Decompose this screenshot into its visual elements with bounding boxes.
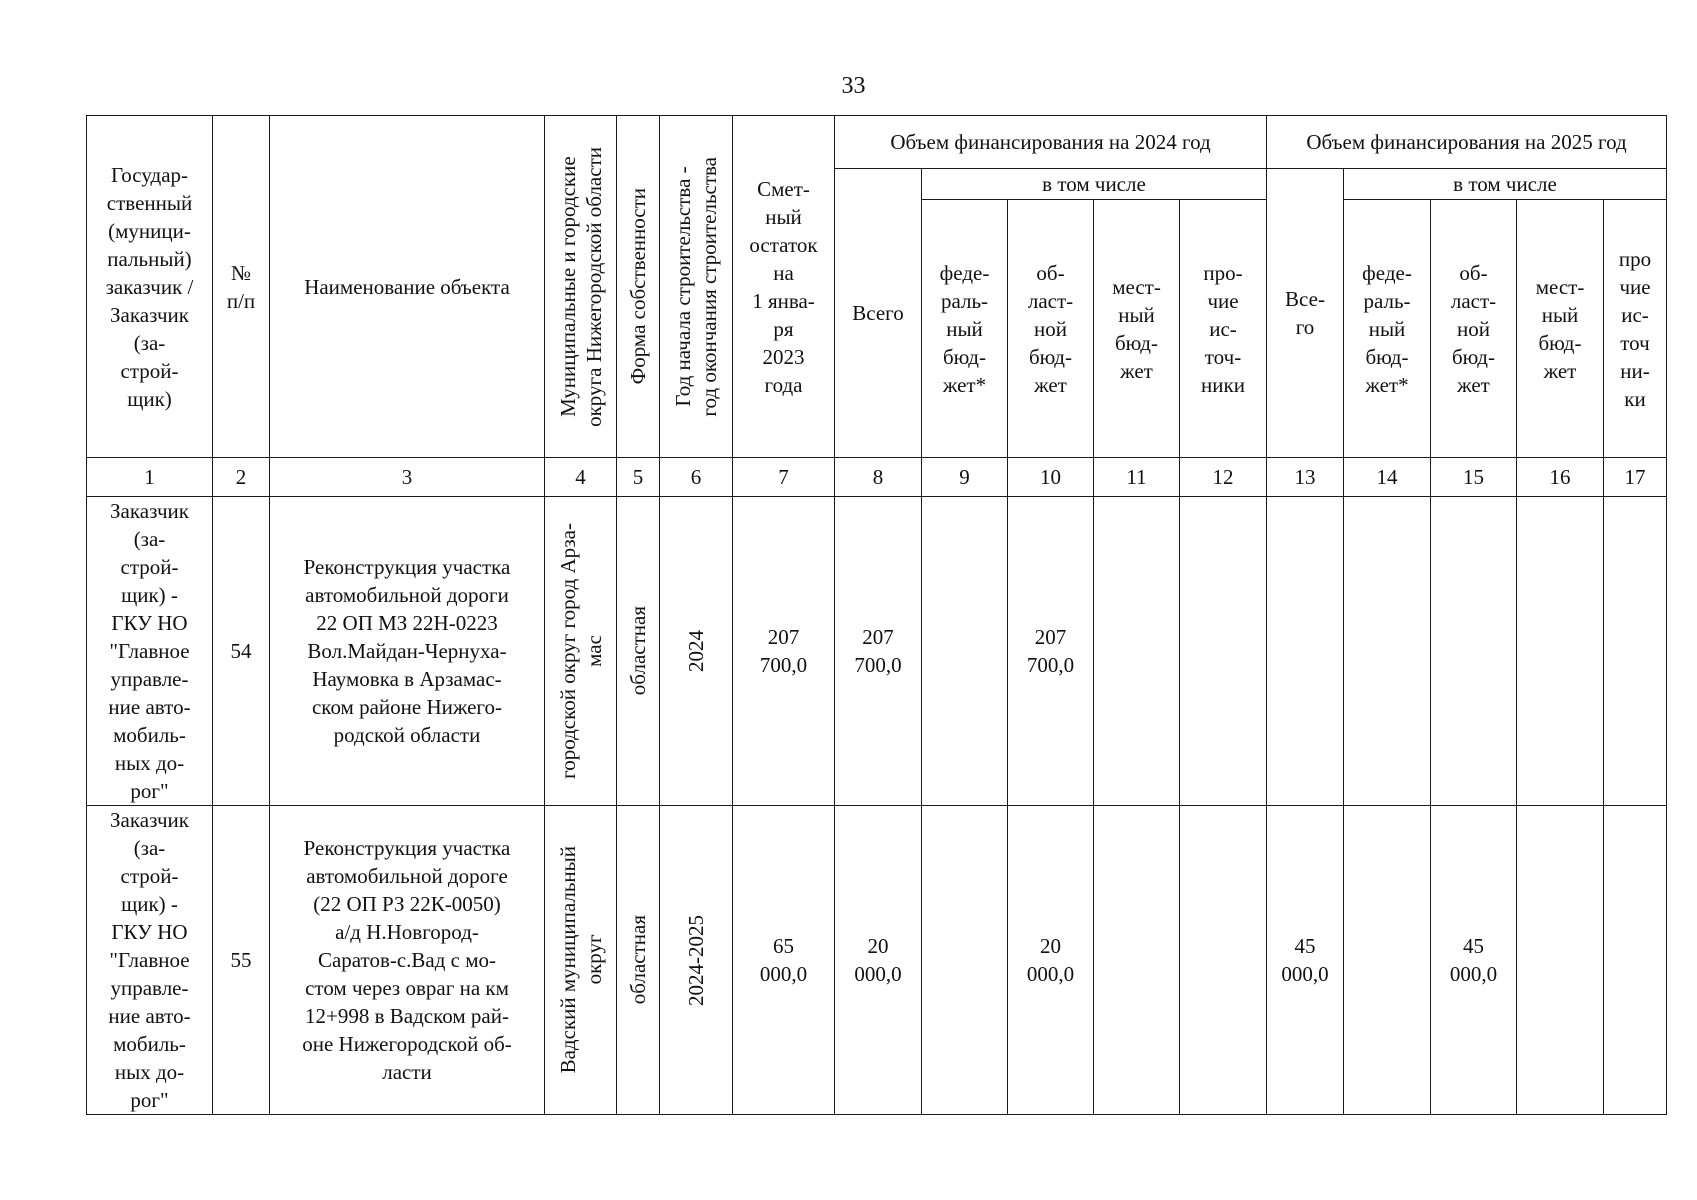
row-regional-2024: 20 000,0 bbox=[1008, 806, 1094, 1115]
column-number: 17 bbox=[1604, 458, 1667, 497]
column-number: 10 bbox=[1008, 458, 1094, 497]
header-number: № п/п bbox=[213, 116, 270, 458]
column-number: 7 bbox=[733, 458, 835, 497]
row-district-text: городской округ город Арза- мас bbox=[555, 523, 606, 779]
header-including-2025: в том числе bbox=[1344, 169, 1667, 200]
row-ownership bbox=[617, 497, 660, 806]
row-years bbox=[660, 497, 733, 806]
header-federal-2025: феде- раль- ный бюд- жет* bbox=[1344, 200, 1431, 458]
header-total-2024: Всего bbox=[835, 169, 922, 458]
header-district bbox=[545, 116, 617, 458]
header-object-name: Наименование объекта bbox=[270, 116, 545, 458]
row-other-2024 bbox=[1180, 497, 1267, 806]
row-object-name: Реконструкция участка автомобильной дороги 22 ОП МЗ 22Н-0223 Вол.Майдан-Чернуха- Наумовка в Арзамас- ском районе Нижего- родской области bbox=[270, 497, 545, 806]
row-customer: Заказчик (за- строй- щик) - ГКУ НО "Главное управле- ние авто- мобиль- ных до- рог" bbox=[87, 497, 213, 806]
header-district-text: Муниципальные и городские округа Нижегородской области bbox=[555, 146, 606, 427]
header-ownership-text: Форма собственности bbox=[626, 188, 650, 385]
row-customer: Заказчик (за- строй- щик) - ГКУ НО "Главное управле- ние авто- мобиль- ных до- рог" bbox=[87, 806, 213, 1115]
table-row bbox=[87, 497, 1667, 806]
row-total-2025 bbox=[1267, 497, 1344, 806]
row-ownership-text: областная bbox=[626, 606, 650, 696]
header-including-2024: в том числе bbox=[922, 169, 1267, 200]
row-years bbox=[660, 806, 733, 1115]
column-number: 11 bbox=[1094, 458, 1180, 497]
header-total-2025: Все- го bbox=[1267, 169, 1344, 458]
row-district bbox=[545, 497, 617, 806]
column-number: 2 bbox=[213, 458, 270, 497]
row-ownership bbox=[617, 806, 660, 1115]
header-years-text: Год начала строительства - год окончания строительства bbox=[671, 156, 721, 417]
row-federal-2024 bbox=[922, 497, 1008, 806]
row-federal-2025 bbox=[1344, 806, 1431, 1115]
header-ownership bbox=[617, 116, 660, 458]
column-number: 16 bbox=[1517, 458, 1604, 497]
row-regional-2025: 45 000,0 bbox=[1431, 806, 1517, 1115]
row-total-2024: 207 700,0 bbox=[835, 497, 922, 806]
header-years bbox=[660, 116, 733, 458]
row-local-2024 bbox=[1094, 497, 1180, 806]
row-object-name: Реконструкция участка автомобильной дороге (22 ОП РЗ 22К-0050) а/д Н.Новгород- Саратов-с.Вад с мо- стом через овраг на км 12+998 в Вадском рай- оне Нижегородской об- ласти bbox=[270, 806, 545, 1115]
header-regional-2025: об- ласт- ной бюд- жет bbox=[1431, 200, 1517, 458]
column-number: 14 bbox=[1344, 458, 1431, 497]
column-number-row bbox=[87, 458, 1667, 497]
row-regional-2025 bbox=[1431, 497, 1517, 806]
column-number: 4 bbox=[545, 458, 617, 497]
row-remainder: 207 700,0 bbox=[733, 497, 835, 806]
row-other-2024 bbox=[1180, 806, 1267, 1115]
header-customer: Государ- ственный (муници- пальный) заказчик / Заказчик (за- строй- щик) bbox=[87, 116, 213, 458]
header-remainder: Смет- ный остаток на 1 янва- ря 2023 года bbox=[733, 116, 835, 458]
column-number: 9 bbox=[922, 458, 1008, 497]
row-number: 54 bbox=[213, 497, 270, 806]
row-district-text: Вадский муниципальный округ bbox=[555, 846, 606, 1074]
column-number: 6 bbox=[660, 458, 733, 497]
row-regional-2024: 207 700,0 bbox=[1008, 497, 1094, 806]
row-local-2025 bbox=[1517, 497, 1604, 806]
row-other-2025 bbox=[1604, 497, 1667, 806]
column-number: 15 bbox=[1431, 458, 1517, 497]
column-number: 3 bbox=[270, 458, 545, 497]
header-row-1 bbox=[87, 116, 1667, 169]
header-local-2025: мест- ный бюд- жет bbox=[1517, 200, 1604, 458]
row-local-2024 bbox=[1094, 806, 1180, 1115]
column-number: 5 bbox=[617, 458, 660, 497]
row-district bbox=[545, 806, 617, 1115]
header-federal-2024: феде- раль- ный бюд- жет* bbox=[922, 200, 1008, 458]
column-number: 1 bbox=[87, 458, 213, 497]
header-other-2025: про чие ис- точ ни- ки bbox=[1604, 200, 1667, 458]
column-number: 12 bbox=[1180, 458, 1267, 497]
row-number: 55 bbox=[213, 806, 270, 1115]
financing-table bbox=[86, 115, 1667, 1115]
row-total-2025: 45 000,0 bbox=[1267, 806, 1344, 1115]
row-years-text: 2024 bbox=[684, 630, 708, 672]
header-financing-2025: Объем финансирования на 2025 год bbox=[1267, 116, 1667, 169]
row-total-2024: 20 000,0 bbox=[835, 806, 922, 1115]
row-remainder: 65 000,0 bbox=[733, 806, 835, 1115]
page-number: 33 bbox=[841, 73, 866, 99]
row-years-text: 2024-2025 bbox=[684, 914, 708, 1006]
header-other-2024: про- чие ис- точ- ники bbox=[1180, 200, 1267, 458]
row-federal-2025 bbox=[1344, 497, 1431, 806]
row-other-2025 bbox=[1604, 806, 1667, 1115]
header-local-2024: мест- ный бюд- жет bbox=[1094, 200, 1180, 458]
row-local-2025 bbox=[1517, 806, 1604, 1115]
row-federal-2024 bbox=[922, 806, 1008, 1115]
table-row bbox=[87, 806, 1667, 1115]
header-financing-2024: Объем финансирования на 2024 год bbox=[835, 116, 1267, 169]
header-regional-2024: об- ласт- ной бюд- жет bbox=[1008, 200, 1094, 458]
column-number: 8 bbox=[835, 458, 922, 497]
column-number: 13 bbox=[1267, 458, 1344, 497]
row-ownership-text: областная bbox=[626, 915, 650, 1005]
